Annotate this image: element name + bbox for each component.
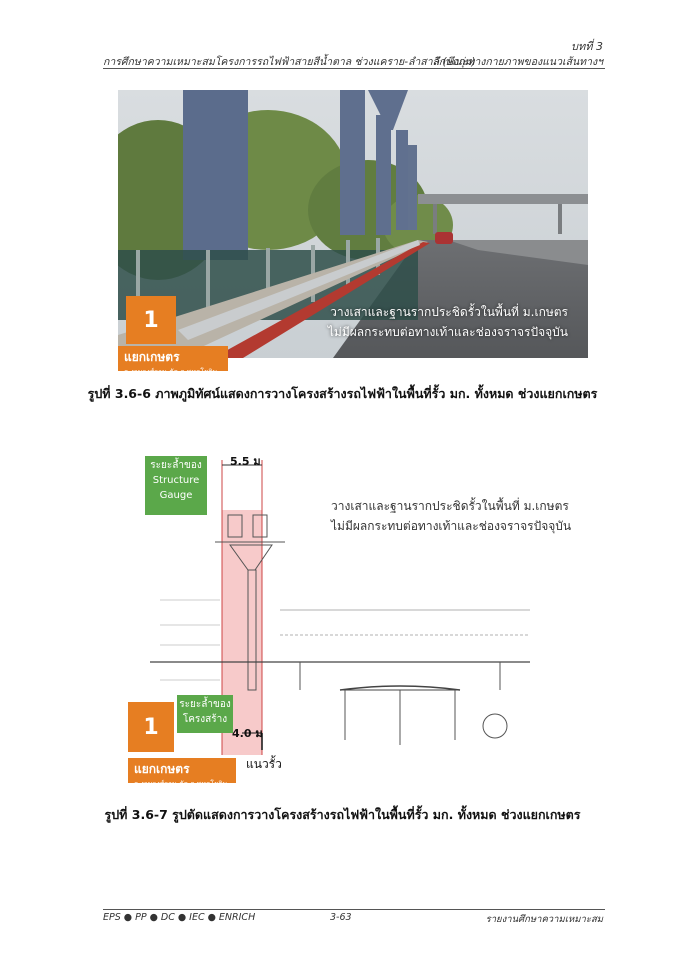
diagram-note: [331, 496, 571, 536]
header-project-title: การศึกษาความเหมาะสมโครงการรถไฟฟ้าสายสีน้ำตาล ช่วงแคราย-ลำสาลี (บึงกุ่ม): [103, 56, 476, 68]
location-title: แยกเกษตร: [124, 350, 180, 364]
structure-gauge-line-1: ระยะล้ำของ: [150, 460, 202, 471]
chapter-label: บทที่ 3: [571, 40, 603, 53]
figure-caption-2: รูปที่ 3.6-7 รูปตัดแสดงการวางโครงสร้างรถไฟฟ้าในพื้นที่รั้ว มก. ทั้งหมด ช่วงแยกเกษตร: [104, 807, 581, 822]
structure-gauge-label: [145, 456, 207, 515]
structure-label-line-1: ระยะล้ำของ: [179, 699, 231, 710]
header-rule: [103, 68, 605, 69]
location-subtitle: ถ.งามวงศ์วาน ตัด ถ.พหลโยธิน: [124, 368, 218, 376]
structure-gauge-line-3: Gauge: [159, 490, 193, 501]
header-section-title: ลักษณะทางกายภาพของแนวเส้นทางฯ: [432, 56, 603, 68]
diagram-note-line-1: วางเสาและฐานรากประชิดรั้วในพื้นที่ ม.เกษตร: [331, 499, 569, 513]
top-width-label: 5.5 ม: [230, 455, 261, 468]
footer-consortium: EPS ● PP ● DC ● IEC ● ENRICH: [103, 912, 256, 923]
location-number-badge-2: 1: [128, 702, 174, 752]
footer-rule: [103, 909, 605, 910]
street-photo: [118, 90, 588, 358]
location-label-badge-2: [128, 758, 236, 788]
diagram-note-line-2: ไม่มีผลกระทบต่อทางเท้าและช่องจราจรปัจจุบัน: [331, 519, 572, 533]
figure-caption-1: รูปที่ 3.6-6 ภาพภูมิทัศน์แสดงการวางโครงสร้างรถไฟฟ้าในพื้นที่รั้ว มก. ทั้งหมด ช่วงแยกเกษตร: [87, 386, 598, 401]
photo-overlay-line-2: ไม่มีผลกระทบต่อทางเท้าและช่องจราจรปัจจุบัน: [327, 325, 568, 339]
fence-line-label: แนวรั้ว: [246, 757, 282, 771]
photo-overlay-text: [298, 302, 568, 342]
location-title-2: แยกเกษตร: [134, 762, 190, 776]
bottom-width-label: 4.0 ม: [232, 727, 263, 740]
footer-report-title: รายงานศึกษาความเหมาะสม: [485, 914, 603, 925]
location-subtitle-2: ถ.งามวงศ์วาน ตัด ถ.พหลโยธิน: [134, 780, 228, 788]
structure-label: [177, 695, 233, 733]
structure-gauge-line-2: Structure: [152, 475, 200, 486]
location-label-badge: [118, 346, 228, 376]
structure-label-line-2: โครงสร้าง: [182, 714, 228, 725]
page-number: 3-63: [330, 912, 352, 923]
photo-overlay-line-1: วางเสาและฐานรากประชิดรั้วในพื้นที่ ม.เกษตร: [330, 305, 568, 319]
location-number-badge: 1: [126, 296, 176, 344]
